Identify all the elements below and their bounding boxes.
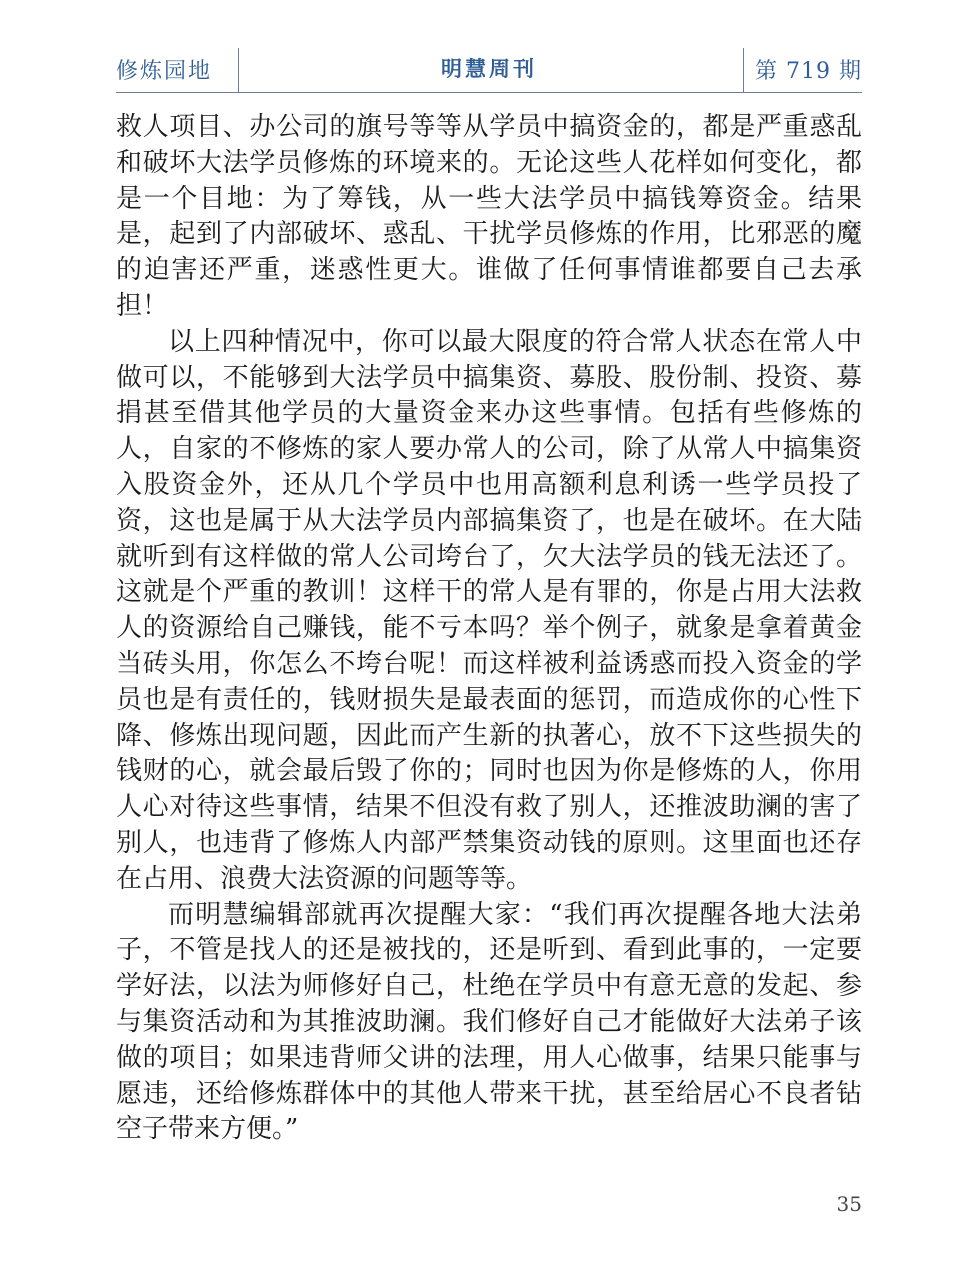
page-number: 35 <box>836 1192 862 1216</box>
publication-title: 明慧周刊 <box>441 56 537 81</box>
section-title: 修炼园地 <box>116 59 213 84</box>
header-divider <box>743 48 744 92</box>
running-header <box>116 48 862 93</box>
article-body <box>116 110 862 1148</box>
paragraph-continued: 救人项目、办公司的旗号等等从学员中搞资金的，都是严重惑乱和破坏大法学员修炼的环境来的。无论这些人花样如何变化，都是一个目地：为了筹钱，从一些大法学员中搞钱筹资金。结果是，起到了内部破坏、惑乱、干扰学员修炼的作用，比邪恶的魔的迫害还严重，迷惑性更大。谁做了任何事情谁都要自己去承担！ <box>116 112 862 321</box>
paragraph-quote: 而明慧编辑部就再次提醒大家：“我们再次提醒各地大法弟子，不管是找人的还是被找的，还是听到、看到此事的，一定要学好法，以法为师修好自己，杜绝在学员中有意无意的发起、参与集资活动和为其推波助澜。我们修好自己才能做好大法弟子该做的项目；如果违背师父讲的法理，用人心做事，结果只能事与愿违，还给修炼群体中的其他人带来干扰，甚至给居心不良者钻空子带来方便。” <box>116 899 862 1145</box>
issue-number: 第 719 期 <box>755 59 862 84</box>
paragraph: 以上四种情况中，你可以最大限度的符合常人状态在常人中做可以，不能够到大法学员中搞集资、募股、股份制、投资、募捐甚至借其他学员的大量资金来办这些事情。包括有些修炼的人，自家的不修炼的家人要办常人的公司，除了从常人中搞集资入股资金外，还从几个学员中也用高额利息利诱一些学员投了资，这也是属于从大法学员内部搞集资了，也是在破坏。在大陆就听到有这样做的常人公司垮台了，欠大法学员的钱无法还了。这就是个严重的教训！这样干的常人是有罪的，你是占用大法救人的资源给自己赚钱，能不亏本吗？举个例子，就象是拿着黄金当砖头用，你怎么不垮台呢！而这样被利益诱惑而投入资金的学员也是有责任的，钱财损失是最表面的惩罚，而造成你的心性下降、修炼出现问题，因此而产生新的执著心，放不下这些损失的钱财的心，就会最后毁了你的；同时也因为你是修炼的人，你用人心对待这些事情，结果不但没有救了别人，还推波助澜的害了别人，也违背了修炼人内部严禁集资动钱的原则。这里面也还存在占用、浪费大法资源的问题等等。 <box>116 326 862 894</box>
